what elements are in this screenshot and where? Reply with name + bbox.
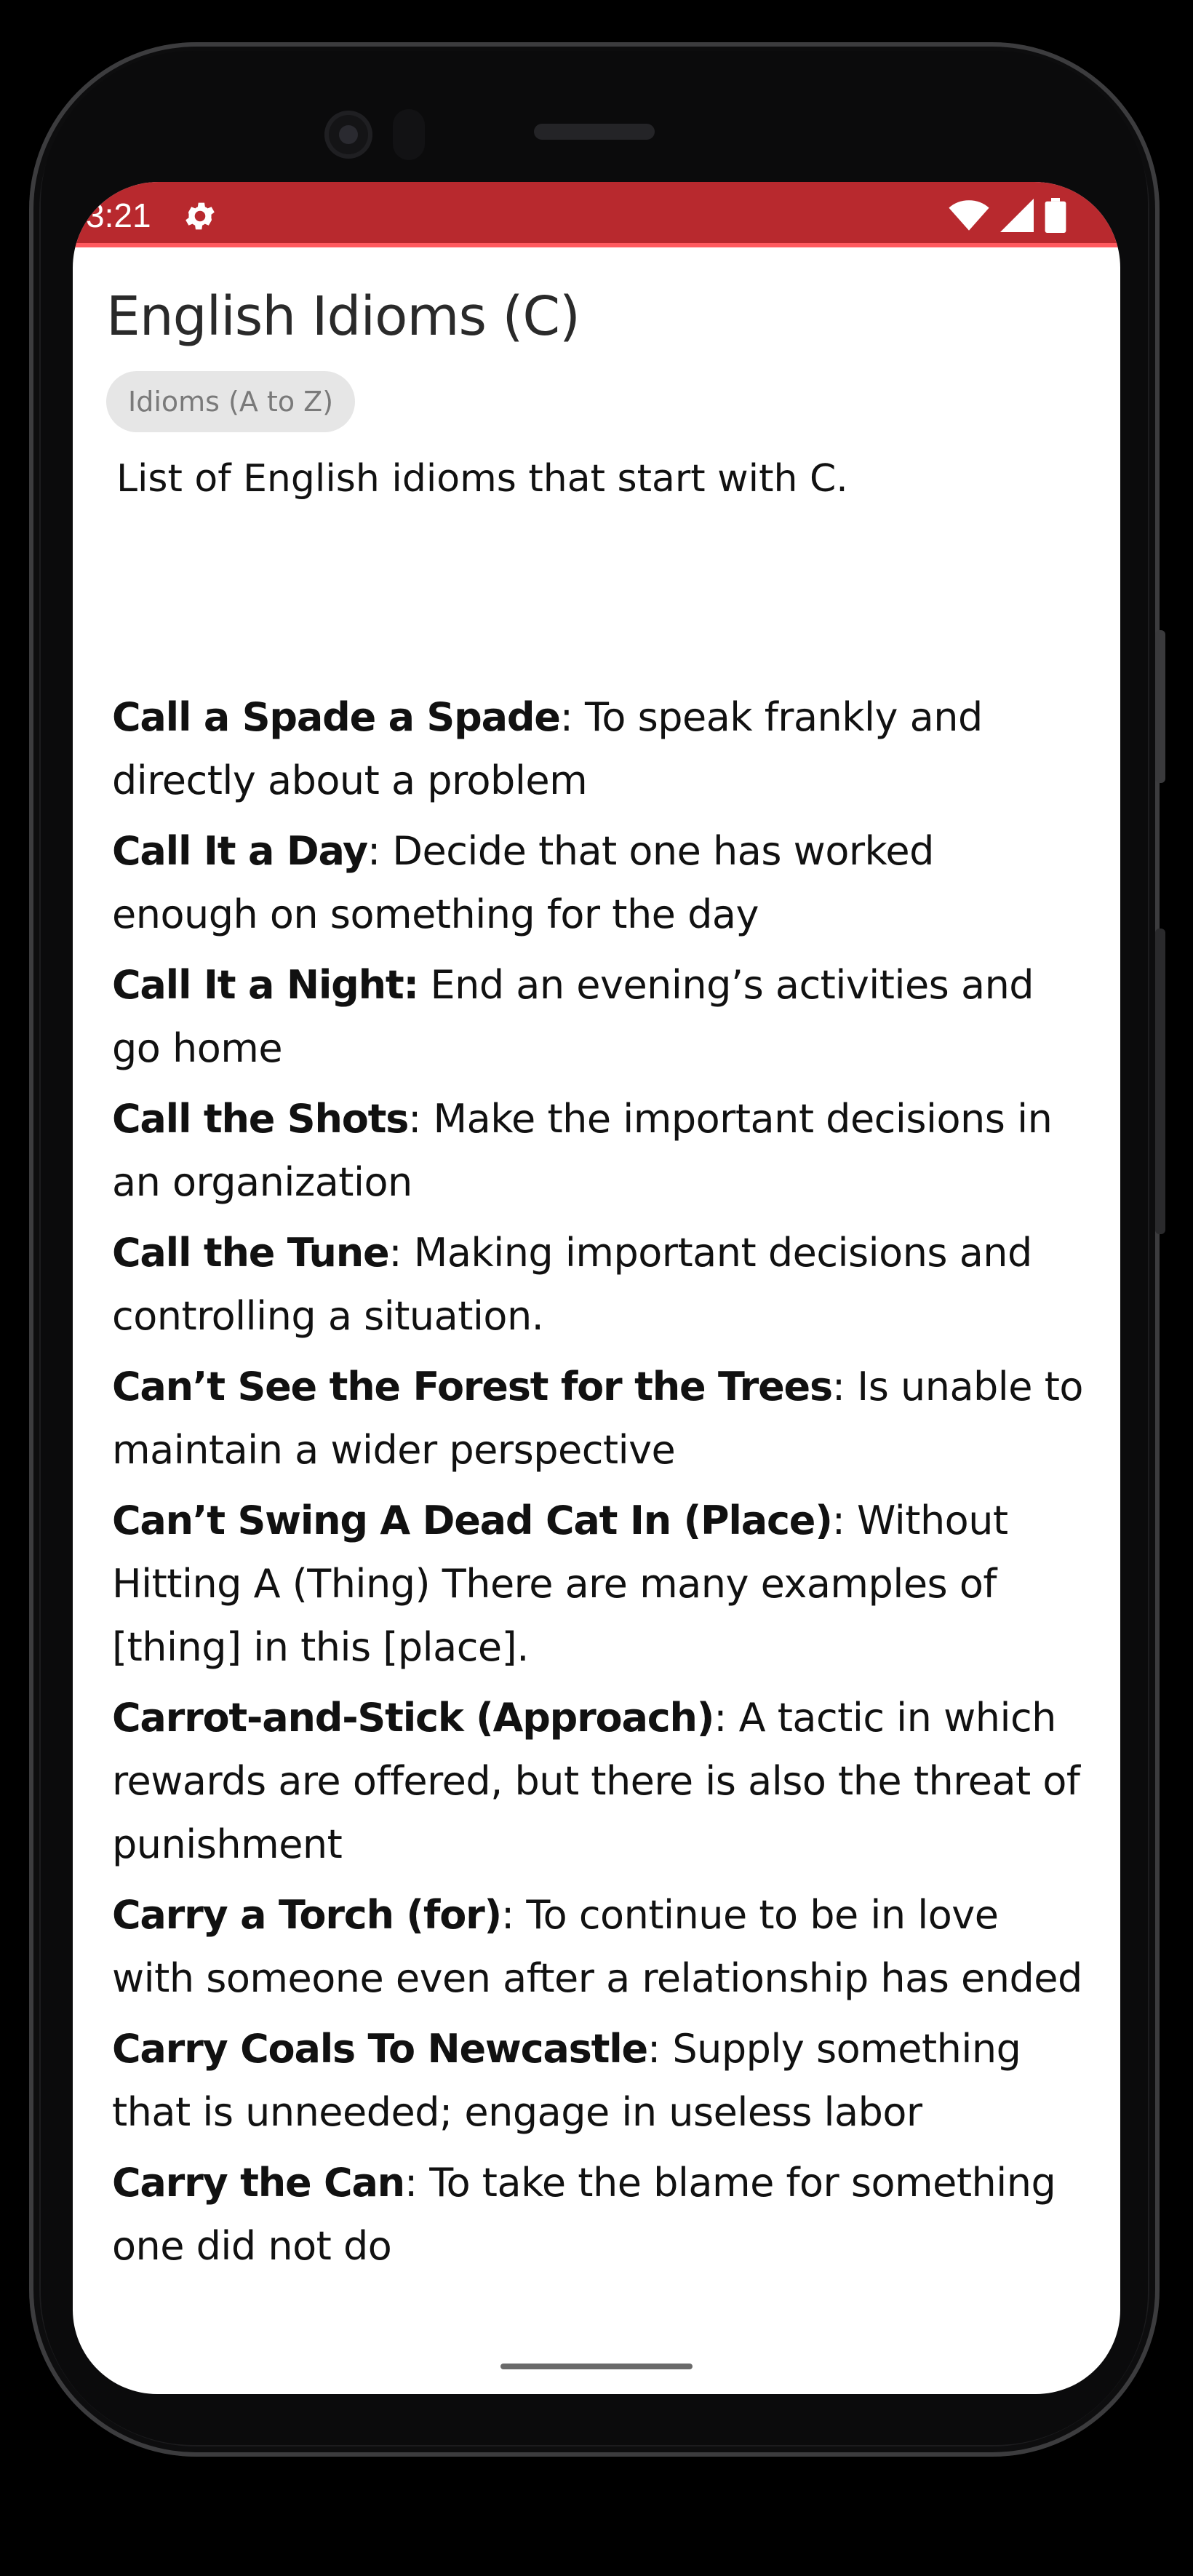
idiom-term: Call the Tune [112,1230,389,1276]
idiom-list [112,685,1087,2285]
cellular-signal-icon [1000,199,1034,232]
earpiece-speaker [534,124,655,140]
status-icons [949,198,1066,233]
status-time: 3:21 [86,196,151,234]
idiom-definition: : Decide that one has worked enough on something for the day [112,828,934,937]
status-bar [73,182,1120,247]
idiom-definition: : To speak frankly and directly about a problem [112,694,983,803]
idiom-term: Call a Spade a Spade [112,694,560,740]
idiom-definition: End an evening’s activities and go home [112,962,1034,1071]
idiom-definition: : Making important decisions and controlling a situation. [112,1230,1032,1339]
page-title: English Idioms (C) [106,285,580,348]
idiom-item [112,1883,1087,2010]
idiom-term: Call It a Night: [112,962,418,1008]
category-chip[interactable]: Idioms (A to Z) [106,371,355,432]
screen [73,182,1120,2394]
idiom-item [112,1087,1087,1214]
idiom-item [112,1686,1087,1876]
idiom-term: Call the Shots [112,1096,409,1142]
idiom-item [112,2151,1087,2278]
battery-icon [1045,198,1066,233]
idiom-term: Call It a Day [112,828,368,874]
idiom-definition: : Is unable to maintain a wider perspective [112,1364,1083,1473]
idiom-item [112,1355,1087,1482]
wifi-icon [949,199,989,232]
idiom-item [112,1221,1087,1348]
idiom-item [112,685,1087,812]
idiom-term: Carry a Torch (for) [112,1892,501,1938]
idiom-definition: : Without Hitting A (Thing) There are many examples of [thing] in this [place]. [112,1498,1008,1670]
idiom-term: Carrot-and-Stick (Approach) [112,1695,714,1741]
power-button [1155,630,1165,783]
idiom-item [112,2017,1087,2144]
idiom-item [112,1489,1087,1679]
idiom-item [112,953,1087,1080]
proximity-sensor [393,109,425,160]
idiom-definition: : To take the blame for something one did not do [112,2160,1056,2269]
idiom-term: Can’t See the Forest for the Trees [112,1364,832,1410]
gear-icon [182,198,218,234]
front-camera [324,111,372,159]
volume-button [1155,929,1165,1234]
idiom-definition: : Make the important decisions in an organization [112,1096,1053,1205]
idiom-definition: : Supply something that is unneeded; engage in useless labor [112,2026,1021,2135]
idiom-definition: : To continue to be in love with someone even after a relationship has ended [112,1892,1082,2001]
home-indicator[interactable] [500,2364,693,2369]
idiom-term: Carry Coals To Newcastle [112,2026,647,2072]
idiom-term: Carry the Can [112,2160,404,2206]
intro-text: List of English idioms that start with C. [116,457,848,501]
idiom-term: Can’t Swing A Dead Cat In (Place) [112,1498,832,1543]
idiom-item [112,819,1087,946]
idiom-definition: : A tactic in which rewards are offered, but there is also the threat of punishment [112,1695,1080,1867]
